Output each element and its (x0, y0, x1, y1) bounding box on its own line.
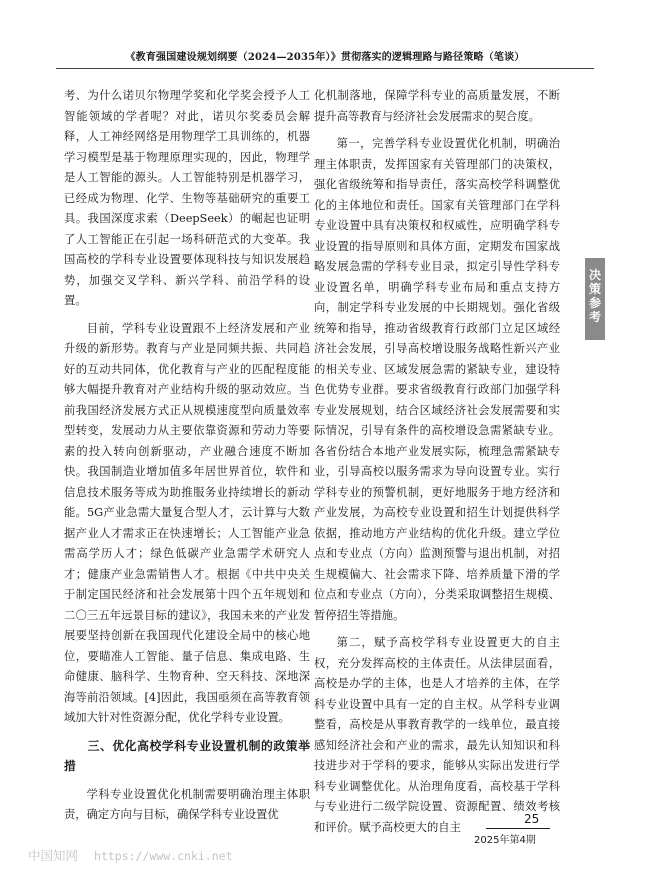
left-paragraph-1: 考、为什么诺贝尔物理学奖和化学奖会授予人工智能领域的学者呢？对此，诺贝尔奖委员会解释，人工神经网络是用物理学工具训练的，机器学习模型是基于物理原理实现的，因此，物理学是人工智能的源头。人工智能特别是机器学习，已经成为物理、化学、生物等基础研究的重要工具。我国深度求索（DeepSeek）的崛起也证明了人工智能正在引起一场科研范式的大变革。我国高校的学科专业设置要体现科技与知识发展趋势，加强交叉学科、新兴学科、前沿学科的设置。 (64, 89, 310, 307)
right-paragraph-0: 化机制落地，保障学科专业的高质量发展，不断提升高等教育与经济社会发展需求的契合度。 (314, 89, 560, 123)
right-paragraph-2: 第二，赋予高校学科专业设置更大的自主权，充分发挥高校的主体责任。从法律层面看，高校是办学的主体，也是人才培养的主体，在学科专业设置中具有一定的自主权。从学科专业调整看，高校是从事教育教学的一线单位，最直接感知经济社会和产业的需求，最先认知知识和科技进步对于学科的要求，能够从实际出发进行学科专业调整优化。从治理角度看，高校基于学科与专业进行二级学院设置、资源配置、绩效考核和评价。赋予高校更大的自主 (314, 636, 560, 834)
left-paragraph-3: 学科专业设置优化机制需要明确治理主体职责，确定方向与目标，确保学科专业设置优 (64, 787, 310, 821)
footer-divider (486, 828, 550, 829)
page-number: 25 (524, 812, 540, 826)
watermark-url: https://www.cnki.net (94, 849, 233, 863)
issue-label: 2025年第4期 (474, 835, 536, 846)
section-heading: 三、优化高校学科专业设置机制的政策举措 (64, 738, 310, 773)
watermark-name: 中国知网 (28, 848, 79, 863)
section-side-tab: 决策参考 (585, 258, 605, 340)
right-paragraph-1: 第一，完善学科专业设置优化机制，明确治理主体职责，发挥国家有关管理部门的决策权，强化省级统筹和指导责任，落实高校学科调整优化的主体地位和责任。国家有关管理部门在学科专业设置中具有决策权和权威性，应明确学科专业设置的指导原则和具体方面，定期发布国家战略发展急需的学科专业目录，拟定引导性学科专业设置名单，明确学科专业布局和重点支持方向，制定学科专业发展的中长期规划。强化省级统筹和指导，推动省级教育行政部门立足区域经济社会发展，引导高校增设服务战略性新兴产业的相关专业、区域发展急需的紧缺专业，建设特色优势专业群。要求省级教育行政部门加强学科专业发展规划，结合区域经济社会发展需要和实际情况，引导有条件的高校增设急需紧缺专业。各省份结合本地产业发展实际，梳理急需紧缺专业，引导高校以服务需求为导向设置专业。实行学科专业的预警机制，更好地服务于地方经济和产业发展，为高校专业设置和招生计划提供科学依据，推动地方产业结构的优化升级。建立学位点和专业点（方向）监测预警与退出机制，对招生规模偏大、社会需求下降、培养质量下滑的学位点和专业点（方向），分类采取调整招生规模、暂停招生等措施。 (314, 137, 560, 622)
left-paragraph-2: 目前，学科专业设置跟不上经济发展和产业升级的新形势。教育与产业是同频共振、共同趋好的互动共同体，优化教育与产业的匹配程度能够大幅提升教育对产业结构升级的驱动效应。当前我国经济发展方式正从规模速度型向质量效率型转变，发展动力从主要依靠资源和劳动力等要素的投入转向创新驱动，产业融合速度不断加快。我国制造业增加值多年居世界首位，软件和信息技术服务等成为助推服务业持续增长的新动能。5G产业急需大量复合型人才，云计算与大数据产业人才需求正在快速增长；人工智能产业急需高学历人才；绿色低碳产业急需学术研究人才；健康产业急需销售人才。根据《中共中央关于制定国民经济和社会发展第十四个五年规划和二〇三五年远景目标的建议》，我国未来的产业发展要坚持创新在我国现代化建设全局中的核心地位，要瞄准人工智能、量子信息、集成电路、生命健康、脑科学、生物育种、空天科技、深地深海等前沿领域。[4]因此，我国亟须在高等教育领域加大针对性资源分配，优化学科专业设置。 (64, 321, 310, 724)
left-column (64, 86, 310, 833)
right-column (314, 86, 560, 845)
header-divider (56, 68, 594, 69)
cnki-watermark (28, 846, 233, 864)
running-head: 《教育强国建设规划纲要（2024—2035年）》贯彻落实的逻辑理路与路径策略（笔谈） (125, 52, 525, 63)
